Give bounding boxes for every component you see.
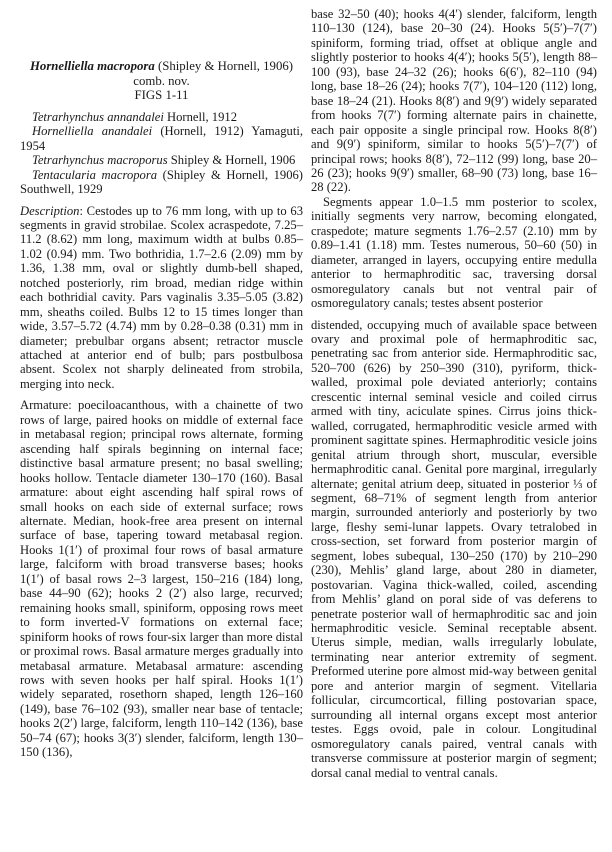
synonym-name: Tetrarhynchus macroporus xyxy=(32,153,168,168)
left-column xyxy=(20,0,303,760)
segments-paragraph: Segments appear 1.0–1.5 mm posterior to scolex, initially segments very narrow, becoming elongated, craspedote; mature segments 1.76–2.57 (2.10) mm by 0.89–1.41 (1.18) mm. Testes numerous, 50–60 (50) in diameter, arranged in layers, occupying entire medulla anterior to hermaphroditic sac, traversing dorsal osmoregulatory canals but not ventral pair of osmoregulatory canals; testes absent posterior xyxy=(311,194,597,311)
synonym-name: Hornelliella anandalei xyxy=(32,124,153,139)
taxonomic-status: comb. nov. xyxy=(133,73,190,88)
species-name: Hornelliella macropora xyxy=(29,59,155,73)
synonym-authority: (Shipley & Hornell, 1906) Southwell, 1929 xyxy=(20,167,303,197)
right-column xyxy=(311,7,597,780)
description-label: Description xyxy=(20,203,80,218)
description-paragraph xyxy=(20,204,303,392)
description-text: : Cestodes up to 76 mm long, with up to 63 segments in gravid strobilae. Scolex acraspedote, 7.25–11.2 (8.62) mm long, maximum width at bulbs 0.85–1.02 (0.94) mm. Two bothridia, 1.7–2.6 (2.09) mm by 1.36, 1.38 mm, oval or slightly dumb-bell shaped, notched posteriorly, rim broad, median ridge within each bothridial cavity. Pars vaginalis 3.35–5.05 (3.82) mm, sheaths coiled. Bulbs 12 to 15 times longer than wide, 3.57–5.72 (4.74) mm by 0.28–0.38 (0.31) mm in diameter; prebulbar organs absent; retractor muscle attached at anterior end of bulb; pars postbulbosa absent. Scolex not sharply delineated from strobila, merging into neck. xyxy=(20,203,303,391)
synonym-authority: Shipley & Hornell, 1906 xyxy=(167,153,296,168)
synonym-list xyxy=(20,110,303,197)
synonym-name: Tetrarhynchus annandalei xyxy=(32,109,164,124)
figure-reference: FIGS 1-11 xyxy=(134,88,189,103)
synonym-item xyxy=(20,168,303,197)
synonym-name: Tentacularia macropora xyxy=(32,167,158,182)
armature-continued-paragraph: base 32–50 (40); hooks 4(4′) slender, falciform, length 110–130 (124), base 20–30 (24). Hooks 5(5′)–7(7′) spiniform, forming triad, offset at oblique angle and slightly posterior to hooks 4(4′); hooks 5(5′), length 88–100 (93), base 24–32 (26); hooks 6(6′), 82–110 (94) long, base 18–26 (24); hooks 7(7′), 104–120 (112) long, base 18–24 (21). Hooks 8(8′) and 9(9′) widely separated from hooks 7(7′) forming alternate pairs in chainette, each pair opposite a single principal row. Hooks 8(8′) and 9(9′) spiniform, similar to hooks 5(5′)–7(7′) of principal rows; hooks 8(8′), 72–112 (99) long, base 20–26 (23); hooks 9(9′) smaller, 68–90 (73) long, base 16–28 (22). xyxy=(311,7,597,195)
species-authority: (Shipley & Hornell, 1906) xyxy=(154,59,294,73)
species-heading xyxy=(20,59,303,103)
synonym-authority: Hornell, 1912 xyxy=(163,109,237,124)
synonym-authority: (Hornell, 1912) Yamaguti, 1954 xyxy=(20,124,303,153)
synonym-item xyxy=(20,124,303,153)
synonym-item xyxy=(20,153,303,167)
reproductive-paragraph: distended, occupying much of available space between ovary and proximal pole of hermaphroditic sac, penetrating sac from anterior side. Hermaphroditic sac, 520–700 (626) by 250–390 (310), pyriform, thick-walled, proximal pole deviated anteriorly; contains crescentic internal seminal vesicle and coiled cirrus armed with tiny, aciculate spines. Cirrus joins thick-walled, corrugated, hermaphroditic vesicle armed with prominent sagittate spines. Hermaphroditic vesicle joins genital atrium through short, muscular, eversible hermaphroditic canal. Genital pore marginal, irregularly alternate; genital atrium deep, situated in posterior ⅓ of segment, 68–71% of segment length from anterior margin, surrounded anteriorly and posteriorly by two large, fleshy semi-lunar lappets. Ovary tetralobed in cross-section, set forward from posterior margin of segment, lobes subequal, 130–250 (170) by 210–290 (230), Mehlis’ gland large, about 280 in diameter, postovarian. Vagina thick-walled, coiled, ascending from Mehlis’ gland on poral side of vas deferens to penetrate posterior wall of hermaphroditic sac and join hermaphroditic vesicle. Seminal receptable absent. Uterus simple, median, walls irregularly lobulate, terminating near anterior extremity of segment. Preformed uterine pore almost mid-way between genital pore and anterior margin of segment. Vitellaria follicular, circumcortical, filling postovarian space, surrounding all internal organs except most anterior testes. Eggs ovoid, pale in colour. Longitudinal osmoregulatory canals paired, ventral canals with transverse commissure at posterior margin of segment; dorsal canal medial to ventral canals. xyxy=(311,317,597,780)
synonym-item xyxy=(20,110,303,124)
species-title xyxy=(20,59,303,74)
armature-paragraph: Armature: poeciloacanthous, with a chainette of two rows of large, paired hooks on middle of external face in metabasal region; principal rows alternate, forming ascending half spirals beginning on internal face; distinctive basal armature present; no basal swelling; hooks hollow. Tentacle diameter 130–170 (160). Basal armature: about eight ascending half spiral rows of small hooks on each side of external surface; rows alternate. Median, hook-free area present on internal surface of base, tapering toward metabasal region. Hooks 1(1′) of proximal four rows of basal armature large, falciform with broad transverse bases; hooks 1(1′) of basal rows 2–3 largest, 150–216 (184) long, base 44–90 (62); hooks 2 (2′) also large, recurved; remaining hooks small, spiniform, opposing rows meet to form inverted-V formations on external face; spiniform hooks of rows four-six larger than more distal or proximal rows. Basal armature merges gradually into metabasal armature. Metabasal armature: ascending rows with seven hooks per half spiral. Hooks 1(1′) widely separated, rosethorn shaped, length 126–160 (149), base 76–102 (93), smaller near base of tentacle; hooks 2(2′) large, falciform, length 110–142 (136), base 50–74 (67); hooks 3(3′) slender, falciform, length 130–150 (136), xyxy=(20,398,303,760)
